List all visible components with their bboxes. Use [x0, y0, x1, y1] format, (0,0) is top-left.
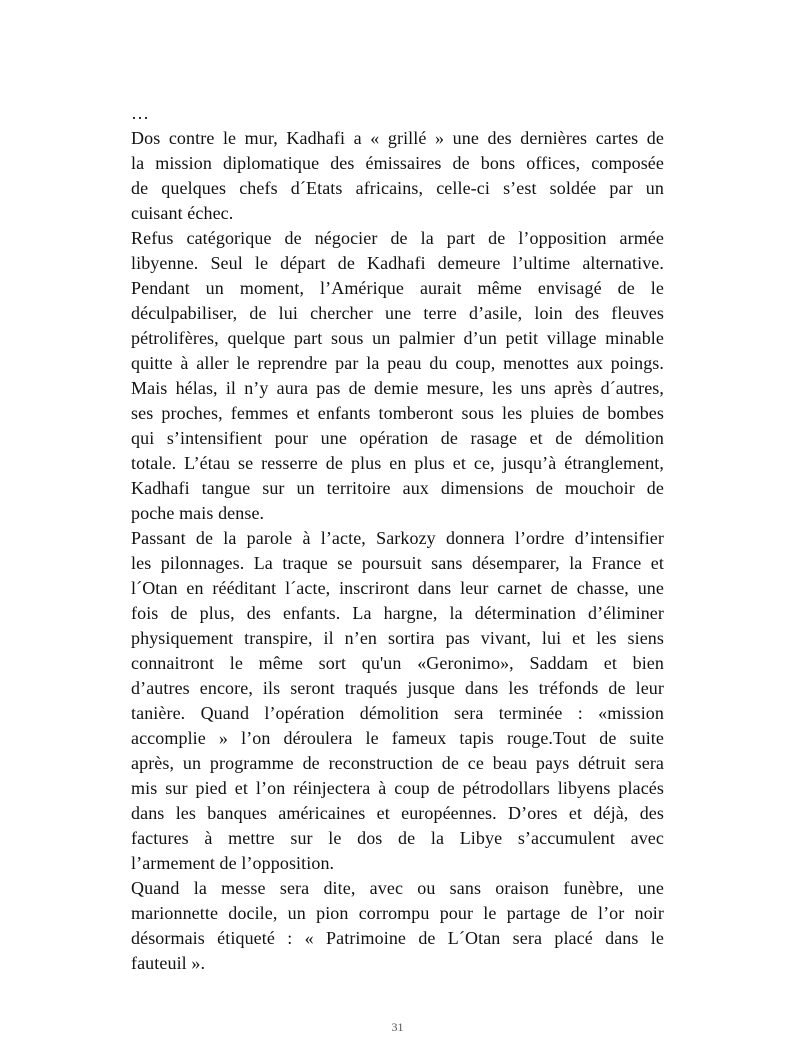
text-line: désormais étiqueté : « Patrimoine de L´Otan sera placé dans le — [131, 928, 664, 948]
text-line: poche mais dense. — [131, 503, 265, 523]
text-line: mis sur pied et l’on réinjectera à coup de pétrodollars libyens placés — [131, 778, 664, 798]
text-line: l’armement de l’opposition. — [131, 853, 335, 873]
text-line: Dos contre le mur, Kadhafi a « grillé » une des dernières cartes de — [131, 128, 664, 148]
text-line: cuisant échec. — [131, 203, 234, 223]
text-line: Mais hélas, il n’y aura pas de demie mesure, les uns après d´autres, — [131, 378, 664, 398]
text-line: les pilonnages. La traque se poursuit sans désemparer, la France et — [131, 553, 664, 573]
text-line: totale. L’étau se resserre de plus en plus et ce, jusqu’à étranglement, — [131, 453, 664, 473]
text-line: qui s’intensifient pour une opération de rasage et de démolition — [131, 428, 664, 448]
text-line: fauteuil ». — [131, 953, 206, 973]
text-line: Refus catégorique de négocier de la part de l’opposition armée — [131, 228, 664, 248]
text-line: fois de plus, des enfants. La hargne, la détermination d’éliminer — [131, 603, 664, 623]
text-line: tanière. Quand l’opération démolition sera terminée : «mission — [131, 703, 664, 723]
text-line: marionnette docile, un pion corrompu pour le partage de l’or noir — [131, 903, 664, 923]
text-line: d’autres encore, ils seront traqués jusque dans les tréfonds de leur — [131, 678, 664, 698]
text-line: de quelques chefs d´Etats africains, celle-ci s’est soldée par un — [131, 178, 664, 198]
text-line: dans les banques américaines et européennes. D’ores et déjà, des — [131, 803, 664, 823]
text-line: Quand la messe sera dite, avec ou sans oraison funèbre, une — [131, 878, 664, 898]
text-line: physiquement transpire, il n’en sortira pas vivant, lui et les siens — [131, 628, 664, 648]
text-line: la mission diplomatique des émissaires de bons offices, composée — [131, 153, 664, 173]
text-line: quitte à aller le reprendre par la peau du coup, menottes aux poings. — [131, 353, 664, 373]
text-line: libyenne. Seul le départ de Kadhafi demeure l’ultime alternative. — [131, 253, 664, 273]
text-line: l´Otan en rééditant l´acte, inscriront dans leur carnet de chasse, une — [131, 578, 664, 598]
text-line: Pendant un moment, l’Amérique aurait même envisagé de le — [131, 278, 664, 298]
text-line: Kadhafi tangue sur un territoire aux dimensions de mouchoir de — [131, 478, 664, 498]
text-line: Passant de la parole à l’acte, Sarkozy donnera l’ordre d’intensifier — [131, 528, 664, 548]
body-text — [131, 101, 664, 976]
text-line: déculpabiliser, de lui chercher une terre d’asile, loin des fleuves — [131, 303, 664, 323]
text-line: … — [131, 103, 150, 123]
text-line: factures à mettre sur le dos de la Libye s’accumulent avec — [131, 828, 664, 848]
text-line: après, un programme de reconstruction de ce beau pays détruit sera — [131, 753, 664, 773]
text-line: ses proches, femmes et enfants tomberont sous les pluies de bombes — [131, 403, 664, 423]
page-number: 31 — [391, 1020, 404, 1034]
text-line: connaitront le même sort qu'un «Geronimo», Saddam et bien — [131, 653, 664, 673]
text-line: pétrolifères, quelque part sous un palmier d’un petit village minable — [131, 328, 664, 348]
text-line: accomplie » l’on déroulera le fameux tapis rouge.Tout de suite — [131, 728, 664, 748]
